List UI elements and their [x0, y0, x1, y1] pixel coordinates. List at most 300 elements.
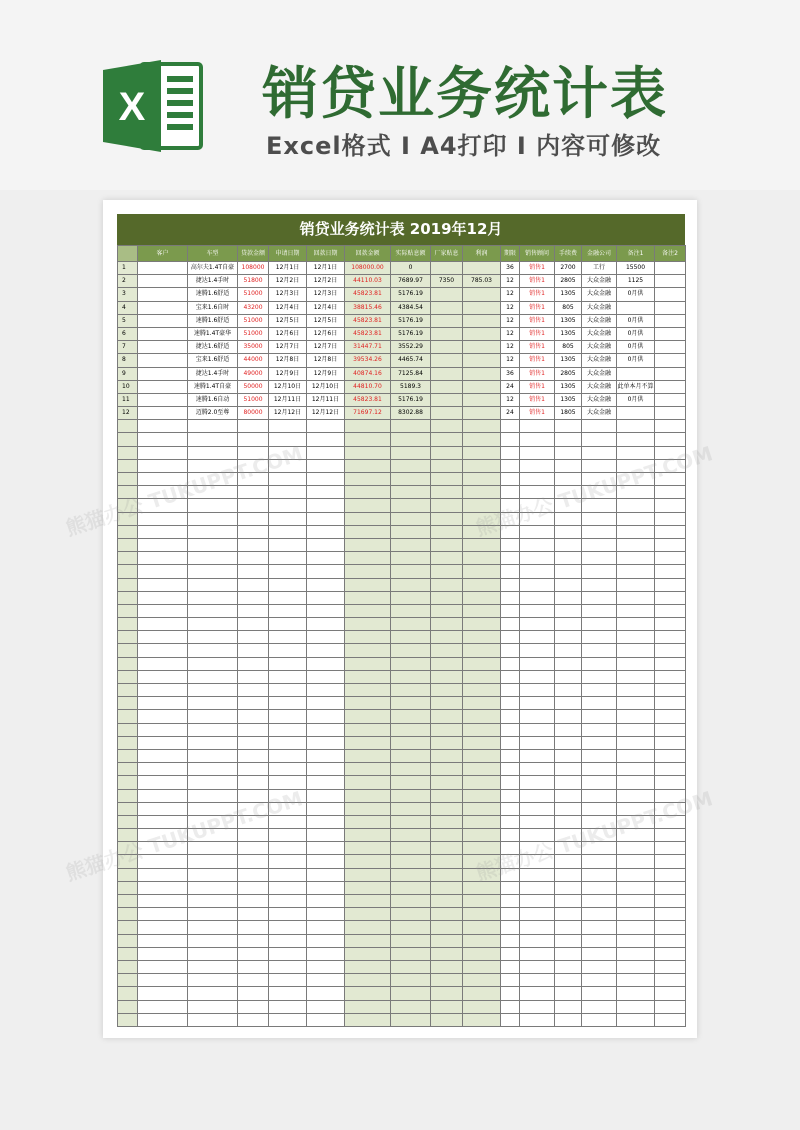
table-cell[interactable]: [138, 763, 188, 776]
table-cell[interactable]: [463, 842, 501, 855]
table-cell[interactable]: 40874.16: [345, 367, 391, 380]
table-cell[interactable]: [138, 301, 188, 314]
table-cell[interactable]: [391, 525, 431, 538]
table-cell[interactable]: [655, 618, 686, 631]
table-cell[interactable]: 0月供: [617, 314, 655, 327]
table-cell[interactable]: [431, 868, 463, 881]
table-cell[interactable]: [431, 420, 463, 433]
table-cell[interactable]: [617, 947, 655, 960]
table-cell[interactable]: [431, 486, 463, 499]
table-cell[interactable]: [238, 749, 269, 762]
table-cell[interactable]: [238, 710, 269, 723]
table-cell[interactable]: [307, 855, 345, 868]
table-cell[interactable]: [463, 960, 501, 973]
table-cell[interactable]: [655, 459, 686, 472]
table-cell[interactable]: [138, 618, 188, 631]
table-cell[interactable]: [238, 763, 269, 776]
table-cell[interactable]: [582, 459, 617, 472]
table-cell[interactable]: [188, 433, 238, 446]
table-cell[interactable]: [463, 723, 501, 736]
table-cell[interactable]: [118, 644, 138, 657]
table-cell[interactable]: [307, 829, 345, 842]
table-cell[interactable]: [238, 565, 269, 578]
table-cell[interactable]: [238, 670, 269, 683]
table-cell[interactable]: [345, 446, 391, 459]
table-cell[interactable]: [269, 868, 307, 881]
table-cell[interactable]: 大众金融: [582, 354, 617, 367]
table-cell[interactable]: 51000: [238, 393, 269, 406]
table-cell[interactable]: [655, 433, 686, 446]
table-cell[interactable]: [345, 908, 391, 921]
table-cell[interactable]: 1305: [555, 314, 582, 327]
table-cell[interactable]: [307, 1013, 345, 1026]
table-cell[interactable]: [138, 1013, 188, 1026]
table-cell[interactable]: [655, 895, 686, 908]
table-cell[interactable]: [138, 934, 188, 947]
table-cell[interactable]: [238, 868, 269, 881]
table-cell[interactable]: [138, 407, 188, 420]
table-cell[interactable]: [617, 407, 655, 420]
table-cell[interactable]: [345, 987, 391, 1000]
table-cell[interactable]: [655, 934, 686, 947]
table-cell[interactable]: [431, 393, 463, 406]
table-cell[interactable]: [269, 921, 307, 934]
table-cell[interactable]: [520, 565, 555, 578]
table-cell[interactable]: [655, 578, 686, 591]
table-cell[interactable]: [463, 697, 501, 710]
table-cell[interactable]: [463, 987, 501, 1000]
table-cell[interactable]: 0月供: [617, 354, 655, 367]
table-cell[interactable]: [118, 947, 138, 960]
table-cell[interactable]: [501, 974, 520, 987]
table-cell[interactable]: [463, 776, 501, 789]
table-cell[interactable]: 36: [501, 262, 520, 275]
table-cell[interactable]: [555, 881, 582, 894]
table-cell[interactable]: [188, 776, 238, 789]
table-cell[interactable]: 销售1: [520, 327, 555, 340]
table-cell[interactable]: 高尔夫1.4T自豪: [188, 262, 238, 275]
table-cell[interactable]: 5: [118, 314, 138, 327]
table-cell[interactable]: [391, 1000, 431, 1013]
table-cell[interactable]: [118, 578, 138, 591]
table-cell[interactable]: [138, 987, 188, 1000]
table-cell[interactable]: 1305: [555, 380, 582, 393]
table-cell[interactable]: [520, 578, 555, 591]
table-cell[interactable]: [391, 446, 431, 459]
table-cell[interactable]: 捷达1.4手时: [188, 275, 238, 288]
table-cell[interactable]: [520, 604, 555, 617]
table-cell[interactable]: [431, 670, 463, 683]
table-cell[interactable]: [345, 512, 391, 525]
table-cell[interactable]: [269, 591, 307, 604]
table-cell[interactable]: [617, 367, 655, 380]
table-cell[interactable]: [501, 433, 520, 446]
table-cell[interactable]: [391, 657, 431, 670]
table-cell[interactable]: [138, 354, 188, 367]
table-cell[interactable]: [238, 829, 269, 842]
table-cell[interactable]: [617, 301, 655, 314]
table-cell[interactable]: [345, 578, 391, 591]
table-cell[interactable]: [391, 604, 431, 617]
table-cell[interactable]: [188, 829, 238, 842]
table-cell[interactable]: [307, 644, 345, 657]
table-cell[interactable]: [655, 776, 686, 789]
table-cell[interactable]: [463, 525, 501, 538]
table-cell[interactable]: [138, 776, 188, 789]
table-cell[interactable]: [307, 618, 345, 631]
table-cell[interactable]: [391, 552, 431, 565]
table-cell[interactable]: [431, 763, 463, 776]
table-cell[interactable]: [582, 525, 617, 538]
table-cell[interactable]: [307, 604, 345, 617]
table-cell[interactable]: [555, 736, 582, 749]
table-cell[interactable]: [391, 512, 431, 525]
table-cell[interactable]: [269, 618, 307, 631]
table-cell[interactable]: 销售1: [520, 393, 555, 406]
table-cell[interactable]: 45823.81: [345, 327, 391, 340]
table-cell[interactable]: [617, 829, 655, 842]
table-cell[interactable]: 12月2日: [307, 275, 345, 288]
table-cell[interactable]: 工行: [582, 262, 617, 275]
table-cell[interactable]: 7350: [431, 275, 463, 288]
table-cell[interactable]: [520, 499, 555, 512]
table-cell[interactable]: [345, 842, 391, 855]
table-cell[interactable]: [391, 538, 431, 551]
table-cell[interactable]: [501, 459, 520, 472]
table-cell[interactable]: 12月1日: [269, 262, 307, 275]
table-cell[interactable]: [431, 789, 463, 802]
table-cell[interactable]: 7125.84: [391, 367, 431, 380]
table-cell[interactable]: [501, 749, 520, 762]
table-cell[interactable]: [617, 631, 655, 644]
table-cell[interactable]: [555, 842, 582, 855]
table-cell[interactable]: 速腾1.6舒适: [188, 314, 238, 327]
table-cell[interactable]: [582, 538, 617, 551]
table-cell[interactable]: [431, 538, 463, 551]
table-cell[interactable]: [238, 644, 269, 657]
table-cell[interactable]: [345, 736, 391, 749]
table-cell[interactable]: [118, 486, 138, 499]
table-cell[interactable]: [345, 604, 391, 617]
table-cell[interactable]: [345, 670, 391, 683]
table-cell[interactable]: [118, 749, 138, 762]
table-cell[interactable]: [431, 301, 463, 314]
table-cell[interactable]: [238, 433, 269, 446]
table-cell[interactable]: [391, 908, 431, 921]
table-cell[interactable]: [582, 815, 617, 828]
table-cell[interactable]: [617, 604, 655, 617]
table-cell[interactable]: [138, 631, 188, 644]
table-cell[interactable]: [188, 565, 238, 578]
table-cell[interactable]: [617, 934, 655, 947]
table-cell[interactable]: 45823.81: [345, 288, 391, 301]
table-cell[interactable]: [555, 934, 582, 947]
table-cell[interactable]: [345, 895, 391, 908]
table-cell[interactable]: [520, 486, 555, 499]
table-cell[interactable]: 大众金融: [582, 288, 617, 301]
table-cell[interactable]: [391, 697, 431, 710]
table-cell[interactable]: [582, 749, 617, 762]
table-cell[interactable]: 51000: [238, 327, 269, 340]
table-cell[interactable]: [617, 499, 655, 512]
table-cell[interactable]: [520, 644, 555, 657]
table-cell[interactable]: [501, 868, 520, 881]
table-cell[interactable]: [345, 815, 391, 828]
table-cell[interactable]: [501, 420, 520, 433]
table-cell[interactable]: [345, 710, 391, 723]
table-cell[interactable]: [138, 644, 188, 657]
table-cell[interactable]: [582, 1013, 617, 1026]
table-cell[interactable]: [307, 473, 345, 486]
table-cell[interactable]: [188, 512, 238, 525]
table-cell[interactable]: [118, 473, 138, 486]
table-cell[interactable]: [238, 420, 269, 433]
table-cell[interactable]: [501, 644, 520, 657]
table-cell[interactable]: [555, 895, 582, 908]
table-cell[interactable]: [269, 802, 307, 815]
table-cell[interactable]: [655, 815, 686, 828]
table-cell[interactable]: [307, 789, 345, 802]
table-cell[interactable]: [269, 670, 307, 683]
table-cell[interactable]: [238, 578, 269, 591]
table-cell[interactable]: [118, 591, 138, 604]
table-cell[interactable]: [391, 749, 431, 762]
table-cell[interactable]: [138, 868, 188, 881]
table-cell[interactable]: [307, 947, 345, 960]
table-cell[interactable]: [555, 644, 582, 657]
table-cell[interactable]: [188, 960, 238, 973]
table-cell[interactable]: [655, 341, 686, 354]
table-cell[interactable]: 12月3日: [269, 288, 307, 301]
table-cell[interactable]: [501, 802, 520, 815]
table-cell[interactable]: [655, 538, 686, 551]
table-cell[interactable]: [555, 723, 582, 736]
table-cell[interactable]: [188, 987, 238, 1000]
table-cell[interactable]: 12月7日: [307, 341, 345, 354]
table-cell[interactable]: [555, 710, 582, 723]
table-cell[interactable]: [269, 908, 307, 921]
table-cell[interactable]: 80000: [238, 407, 269, 420]
table-cell[interactable]: [138, 275, 188, 288]
table-cell[interactable]: 12: [501, 275, 520, 288]
table-cell[interactable]: [582, 644, 617, 657]
table-cell[interactable]: [520, 855, 555, 868]
table-cell[interactable]: [118, 736, 138, 749]
table-cell[interactable]: [391, 670, 431, 683]
table-cell[interactable]: [555, 446, 582, 459]
table-cell[interactable]: 1305: [555, 288, 582, 301]
table-cell[interactable]: [582, 565, 617, 578]
table-cell[interactable]: [655, 829, 686, 842]
table-cell[interactable]: [118, 723, 138, 736]
table-cell[interactable]: [269, 881, 307, 894]
table-cell[interactable]: [269, 512, 307, 525]
table-cell[interactable]: [655, 908, 686, 921]
table-cell[interactable]: [655, 499, 686, 512]
table-cell[interactable]: [269, 657, 307, 670]
table-cell[interactable]: [238, 538, 269, 551]
table-cell[interactable]: [138, 710, 188, 723]
table-cell[interactable]: [431, 934, 463, 947]
table-cell[interactable]: [118, 829, 138, 842]
table-cell[interactable]: [188, 815, 238, 828]
table-cell[interactable]: 大众金融: [582, 367, 617, 380]
table-cell[interactable]: [431, 1013, 463, 1026]
table-cell[interactable]: [238, 604, 269, 617]
table-cell[interactable]: [520, 908, 555, 921]
table-cell[interactable]: [655, 921, 686, 934]
table-cell[interactable]: [463, 710, 501, 723]
table-cell[interactable]: [431, 736, 463, 749]
table-cell[interactable]: [307, 459, 345, 472]
table-cell[interactable]: [188, 657, 238, 670]
table-cell[interactable]: [655, 446, 686, 459]
table-cell[interactable]: [617, 815, 655, 828]
table-cell[interactable]: [269, 420, 307, 433]
table-cell[interactable]: [431, 407, 463, 420]
table-cell[interactable]: [655, 486, 686, 499]
table-cell[interactable]: [582, 776, 617, 789]
table-cell[interactable]: [617, 749, 655, 762]
table-cell[interactable]: [463, 974, 501, 987]
table-cell[interactable]: 迈腾2.0至尊: [188, 407, 238, 420]
table-cell[interactable]: [138, 829, 188, 842]
table-cell[interactable]: [463, 815, 501, 828]
table-cell[interactable]: [188, 604, 238, 617]
table-cell[interactable]: [345, 749, 391, 762]
table-cell[interactable]: 销售1: [520, 314, 555, 327]
table-cell[interactable]: [617, 538, 655, 551]
table-cell[interactable]: [307, 525, 345, 538]
table-cell[interactable]: [238, 552, 269, 565]
table-cell[interactable]: [138, 578, 188, 591]
table-cell[interactable]: [391, 499, 431, 512]
table-cell[interactable]: [555, 908, 582, 921]
table-cell[interactable]: [520, 868, 555, 881]
table-cell[interactable]: [463, 921, 501, 934]
table-cell[interactable]: [555, 1000, 582, 1013]
table-cell[interactable]: 12月1日: [307, 262, 345, 275]
table-cell[interactable]: [238, 895, 269, 908]
table-cell[interactable]: [463, 367, 501, 380]
table-cell[interactable]: [238, 499, 269, 512]
table-cell[interactable]: [238, 815, 269, 828]
table-cell[interactable]: [188, 552, 238, 565]
table-cell[interactable]: [501, 723, 520, 736]
table-cell[interactable]: [307, 565, 345, 578]
table-cell[interactable]: [118, 710, 138, 723]
table-cell[interactable]: [655, 512, 686, 525]
table-cell[interactable]: [138, 538, 188, 551]
table-cell[interactable]: [431, 473, 463, 486]
table-cell[interactable]: [463, 1000, 501, 1013]
table-cell[interactable]: 大众金融: [582, 275, 617, 288]
table-cell[interactable]: [118, 565, 138, 578]
table-cell[interactable]: [582, 578, 617, 591]
table-cell[interactable]: [501, 960, 520, 973]
table-cell[interactable]: [118, 960, 138, 973]
table-cell[interactable]: [555, 921, 582, 934]
table-cell[interactable]: [138, 393, 188, 406]
table-cell[interactable]: [188, 723, 238, 736]
table-cell[interactable]: [582, 895, 617, 908]
table-cell[interactable]: [269, 842, 307, 855]
table-cell[interactable]: 捷达1.4手时: [188, 367, 238, 380]
table-cell[interactable]: [269, 604, 307, 617]
table-cell[interactable]: [269, 578, 307, 591]
table-cell[interactable]: [655, 697, 686, 710]
table-cell[interactable]: [555, 473, 582, 486]
table-cell[interactable]: [501, 631, 520, 644]
table-cell[interactable]: [582, 591, 617, 604]
table-cell[interactable]: [138, 749, 188, 762]
table-cell[interactable]: [188, 446, 238, 459]
table-cell[interactable]: [307, 723, 345, 736]
table-cell[interactable]: [582, 473, 617, 486]
table-cell[interactable]: [269, 960, 307, 973]
table-cell[interactable]: [269, 987, 307, 1000]
table-cell[interactable]: [520, 552, 555, 565]
table-cell[interactable]: [520, 538, 555, 551]
table-cell[interactable]: [118, 670, 138, 683]
table-cell[interactable]: [501, 934, 520, 947]
table-cell[interactable]: 4: [118, 301, 138, 314]
table-cell[interactable]: [307, 578, 345, 591]
table-cell[interactable]: 销售1: [520, 288, 555, 301]
table-cell[interactable]: 24: [501, 407, 520, 420]
table-cell[interactable]: [463, 895, 501, 908]
table-cell[interactable]: [463, 881, 501, 894]
table-cell[interactable]: [501, 815, 520, 828]
table-cell[interactable]: [582, 631, 617, 644]
table-cell[interactable]: 8: [118, 354, 138, 367]
table-cell[interactable]: 4465.74: [391, 354, 431, 367]
table-cell[interactable]: [463, 552, 501, 565]
table-cell[interactable]: [188, 749, 238, 762]
table-cell[interactable]: [307, 842, 345, 855]
table-cell[interactable]: [345, 855, 391, 868]
table-cell[interactable]: [345, 420, 391, 433]
table-cell[interactable]: [501, 947, 520, 960]
table-cell[interactable]: [269, 710, 307, 723]
table-cell[interactable]: 12: [501, 288, 520, 301]
table-cell[interactable]: [582, 697, 617, 710]
table-cell[interactable]: [617, 1000, 655, 1013]
table-cell[interactable]: [269, 538, 307, 551]
table-cell[interactable]: [617, 802, 655, 815]
table-cell[interactable]: [391, 987, 431, 1000]
table-cell[interactable]: [617, 473, 655, 486]
table-cell[interactable]: [138, 604, 188, 617]
table-cell[interactable]: [463, 354, 501, 367]
table-cell[interactable]: [269, 763, 307, 776]
table-cell[interactable]: [118, 776, 138, 789]
table-cell[interactable]: [582, 987, 617, 1000]
table-cell[interactable]: 24: [501, 380, 520, 393]
table-cell[interactable]: [463, 288, 501, 301]
table-cell[interactable]: [617, 776, 655, 789]
table-cell[interactable]: [118, 908, 138, 921]
table-cell[interactable]: [307, 684, 345, 697]
table-cell[interactable]: 12月5日: [307, 314, 345, 327]
table-cell[interactable]: [520, 921, 555, 934]
table-cell[interactable]: [431, 749, 463, 762]
table-cell[interactable]: [138, 1000, 188, 1013]
table-cell[interactable]: [307, 420, 345, 433]
table-cell[interactable]: [138, 565, 188, 578]
table-cell[interactable]: 12月9日: [269, 367, 307, 380]
table-cell[interactable]: [582, 921, 617, 934]
